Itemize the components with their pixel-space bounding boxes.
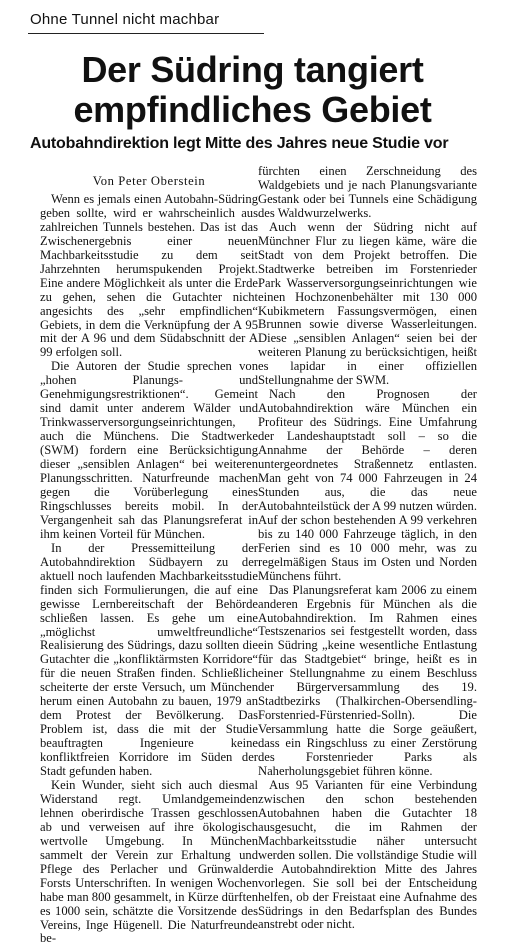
- paragraph: Das Planungsreferat kam 2006 zu einem anderen Ergebnis für München als die Autobahndirektion. Im Rahmen eines Testszenarios sei festgestellt worden, dass ein Südring „keine wesentliche Entlastung für das Stadtgebiet“ bringe, heißt es in einer Stellungnahme zu einem Beschluss der Bürgerversammlung des 19. Stadtbezirks (Thalkirchen-Obersendling-Forstenried-Fürstenried-Solln). Die Versammlung hatte die Sorge geäußert, dass ein Ringschluss zu einer Zerstörung des Forstenrieder Parks als Naherholungsgebiet führen könne.: [258, 582, 477, 778]
- headline-line-1: Der Südring tangiert: [81, 49, 424, 90]
- headline-line-2: empfindliches Gebiet: [73, 89, 432, 130]
- right-column: [258, 165, 477, 932]
- kicker-underline: [28, 33, 264, 34]
- paragraph: In der Pressemitteilung der Autobahndirektion Südbayern zu der aktuell noch laufenden Machbarkeitsstudie finden sich Formulierungen, die auf eine gewisse Lernbereitschaft der Behörde schließen lassen. Es gehe um eine „möglichst umweltfreundliche“ Realisierung des Südrings, dazu sollten die Gutachter die „konfliktärmsten Korridore“ für die neuen Straßen finden. Schließlich scheiterte der erste Versuch, um München herum einen Autobahn zu bauen, 1979 an dem Protest der Bevölkerung. Das Problem ist, dass die mit der Studie beauftragten Ingenieure keine konfliktfreien Korridore im Süden der Stadt gefunden haben.: [40, 540, 258, 779]
- paragraph: Die Autoren der Studie sprechen von „hohen Planungs- und Genehmigungsrestriktionen“. Gemeint sind damit unter anderem Wälder und Trinkwasserversorgungseinrichtungen, auch die Münchens. Die Stadtwerke (SWM) fordern eine Berücksichtigung dieser „sensiblen Anlagen“ bei weiteren Planungsschritten. Naturfreunde machen gegen die Vorüberlegung eines Ringschlusses bereits mobil. In der Vergangenheit sah das Planungsreferat in ihm keinen Vorteil für München.: [40, 359, 258, 541]
- paragraph-continuation: fürchten einen Zerschneidung des Waldgebiets und je nach Planungsvariante Gestank oder bei Tunnels eine Schädigung des Waldwurzelwerks.: [258, 164, 477, 220]
- paragraph: Aus 95 Varianten für eine Verbindung zwischen den schon bestehenden Autobahnen haben die Gutachter 18 ausgesucht, die im Rahmen der Machbarkeitsstudie näher untersucht werden sollen. Die vollständige Studie will die Autobahndirektion Mitte des Jahres vorlegen. Sie soll bei der Entscheidung helfen, ob der Freistaat eine Aufnahme des Südrings in den Bedarfsplan des Bundes anstrebt oder nicht.: [258, 777, 477, 932]
- paragraph: Kein Wunder, sieht sich auch diesmal Widerstand regt. Umlandgemeinden lehnen oberirdische Trassen geschlossen ab und verweisen auf ihre ökologisch wertvolle Umgebung. In München sammelt der Verein zur Erhaltung und Pflege des Perlacher und Grünwalder Forsts Unterschriften. In wenigen Wochen habe man 800 gesammelt, in Kürze dürften es 1000 sein, schätzte die Vorsitzende des Vereins, Inge Hügenell. Die Naturfreunde be-: [40, 777, 258, 946]
- subheadline: Autobahndirektion legt Mitte des Jahres neue Studie vor: [30, 135, 449, 152]
- byline: Von Peter Oberstein: [92, 174, 206, 188]
- left-column: [40, 170, 258, 946]
- kicker: Ohne Tunnel nicht machbar: [30, 11, 220, 28]
- paragraph: Wenn es jemals einen Autobahn-Südring geben sollte, wird er wahrscheinlich aus zahlreichen Tunnels bestehen. Das ist das Zwischenergebnis einer neuen Machbarkeitsstudie zu dem seit Jahrzehnten herumspukenden Projekt. Eine andere Möglichkeit als unter die Erde zu gehen, sehen die Gutachter nicht angesichts des „sehr empfindlichen“ Gebiets, in dem die Verknüpfung der A 95 mit der A 96 und dem Südabschnitt der A 99 erfolgen soll.: [40, 191, 258, 360]
- paragraph: Auch wenn der Südring nicht auf Münchner Flur zu liegen käme, wäre die Stadt von dem Projekt betroffen. Die Stadtwerke betreiben im Forstenrieder Park Wasserversorgungseinrichtungen wie einen Hochzonenbehälter mit 130 000 Kubikmetern Fassungsvermögen, einen Brunnen sowie diverse Wasserleitungen. Diese „sensiblen Anlagen“ seien bei der weiteren Planung zu berücksichtigen, heißt es lapidar in einer offiziellen Stellungnahme der SWM.: [258, 219, 477, 388]
- paragraph: Nach den Prognosen der Autobahndirektion wäre München ein Profiteur des Südrings. Eine Umfahrung der Landeshauptstadt soll – so die Annahme der Behörde – deren untergeordnetes Straßennetz entlasten. Man geht von 74 000 Fahrzeugen in 24 Stunden aus, die das neue Autobahnteilstück der A 99 nutzen würden. Auf der schon bestehenden A 99 verkehren bis zu 140 000 Fahrzeuge täglich, in den Ferien sind es 10 000 mehr, was zu regelmäßigen Staus im Osten und Norden Münchens führt.: [258, 387, 477, 583]
